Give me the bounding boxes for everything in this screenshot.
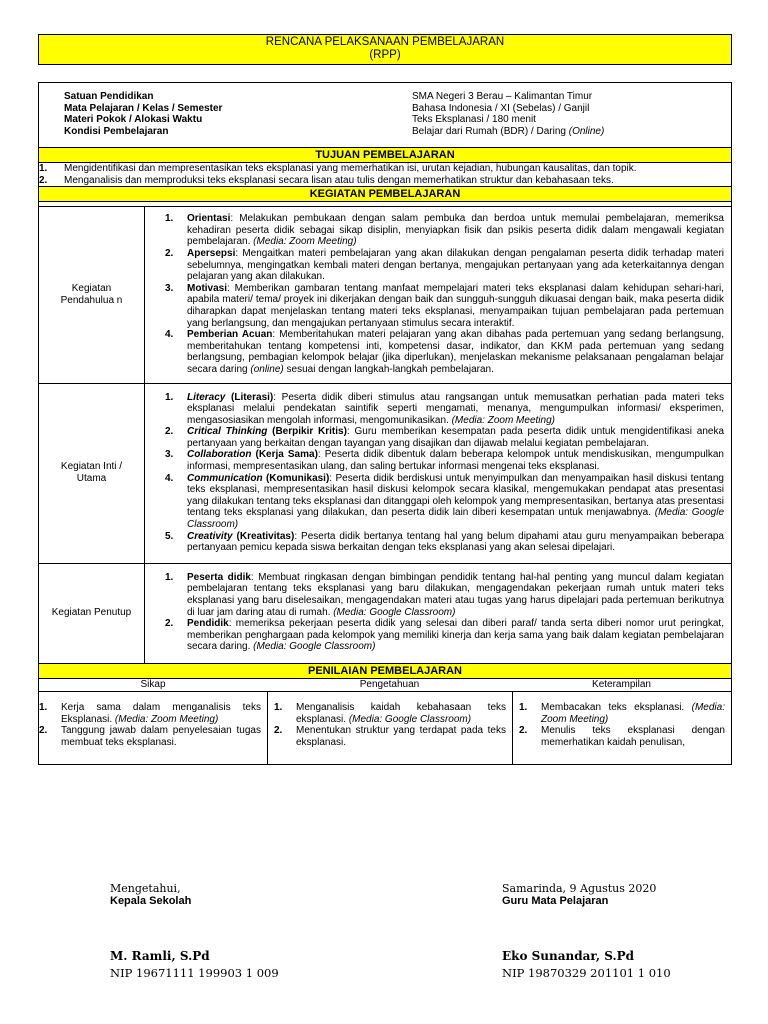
item-text: Menganalisis kaidah kebahasaan teks eksplanasi. (Media: Google Classroom) [296,701,506,725]
identity-value: SMA Negeri 3 Berau – Kalimantan Timur [412,91,593,102]
signature-left-name: M. Ramli, S.Pd [110,949,210,963]
rpp-table [38,82,732,765]
item-text: Tanggung jawab dalam penyelesaian tugas membuat teks eksplanasi. [61,725,261,748]
item-text: Menulis teks eksplanasi dengan memerhatikan kaidah penulisan, [541,725,725,748]
item-term: Pendidik [187,618,229,630]
item-term: Literacy (Literasi) [187,391,274,403]
list-item [39,163,731,175]
item-number: 2. [39,174,48,186]
list-item [268,702,506,725]
penilaian-column-headers [39,679,731,692]
item-text: Membacakan teks eksplanasi. (Media: Zoom Meeting) [541,701,725,725]
list-item [513,702,725,725]
document-title [38,34,732,65]
item-text: Menentukan struktur yang terdapat pada teks eksplanasi. [296,725,506,748]
item-term: Collaboration (Kerja Sama) [187,449,318,461]
item-text: Critical Thinking (Berpikir Kritis): Guru memberikan kesempatan pada peserta didik untuk mengidentifikasi aneka pertanyaan yang berkaitan dengan tayangan yang disajikan dan dijawab melalui kegiatan pembelajaran. [187,426,725,449]
item-media: (Media: Google Classroom) [253,641,376,653]
list-item [165,572,724,618]
pengetahuan-list [268,702,506,748]
item-online: (online) [250,363,284,375]
identity-section [39,83,731,147]
item-media: (Media: Zoom Meeting) [541,701,725,725]
item-media: (Media: Zoom Meeting) [451,414,555,426]
identity-values [412,91,731,141]
list-item [513,725,725,748]
item-text: Motivasi: Memberikan gambaran tentang manfaat mempelajari materi teks eksplanasi dalam kehidupan sehari-hari, apabila materi/ tema/ proyek ini dikerjakan dengan baik dan sungguh-sungguh dikuasai dengan baik, maka peserta didik diharapkan dapat menjelaskan tentang materi teks eksplanasi, menyampaikan tujuan pembelajaran pada pertemuan yang berlangsung, dan mengajukan pertanyaan stimulus secara interaktif. [187,282,724,329]
item-number: 1. [165,571,174,583]
item-number: 1. [519,701,528,713]
list-item [165,213,724,248]
identity-label: Kondisi Pembelajaran [64,125,169,137]
item-text: Apersepsi: Mengaitkan materi pembelajaran yang akan dilakukan dengan pengalaman peserta didik terhadap materi sebelumnya, mengingatkan kembali materi dengan bertanya, mengajukan pertanyaan yang ada keterkaitannya dengan pelajaran yang akan dilakukan. [187,247,724,283]
item-text: Communication (Komunikasi): Peserta didik berdiskusi untuk menyimpulkan dan menyampaikan hasil diskusi tentang teks eksplanasi, mempresentasikan hasil diskusi kelompok secara klasikal, mengemukakan pendapat atas presentasi yang dilakukan tentang teks eksplanasi dan ditanggapi oleh kelompok yang mempresentasikan, bertanya atas presentasi tentang teks eksplanasi yang dilakukan, dan peserta didik lain diberi kesempatan untuk menjawabnya. (Media: Google Classroom) [187,472,725,531]
tujuan-heading: TUJUAN PEMBELAJARAN [39,147,731,163]
item-term: Apersepsi [187,247,236,259]
item-text: Pemberian Acuan: Memberitahukan materi pelajaran yang akan dibahas pada pertemuan yang sedang berlangsung, memberitahukan tentang kompetensi inti, kompetensi dasar, indikator, dan KKM pada pertemuan yang sedang berlangsung, pembagian kelompok belajar (jika diperlukan), menjelaskan mekanisme pelaksanaan pengalaman belajar secara daring (online) sesuai dengan langkah-langkah pembelajaran. [187,329,724,375]
item-term-italic: Literacy [187,391,226,403]
item-term: Communication (Komunikasi) [187,472,330,484]
list-item [39,702,261,725]
item-term: Orientasi [187,213,231,225]
tujuan-list [39,163,731,186]
identity-labels [64,91,412,141]
item-number: 1. [165,213,174,225]
item-text: Menganalisis dan memproduksi teks eksplanasi secara lisan atau tulis dengan memerhatikan struktur dan kebahasaan teks. [64,174,614,186]
list-item [165,329,724,375]
kegiatan-penutup-label: Kegiatan Penutup [39,564,145,663]
list-item [165,449,724,472]
signature-right-line1: Samarinda, 9 Agustus 2020 [502,882,657,895]
list-item [39,175,731,187]
list-item [165,426,724,449]
list-item [165,531,724,554]
item-term: Peserta didik [187,571,251,583]
signature-left [110,882,279,980]
penilaian-keterampilan-cell [512,692,731,764]
item-media: (Media: Google Classroom) [333,606,456,618]
item-term-italic: Collaboration [187,449,252,461]
kegiatan-penutup-row [39,564,731,663]
column-header-sikap: Sikap [140,678,166,690]
column-header-keterampilan: Keterampilan [592,678,651,690]
item-number: 3. [165,282,174,294]
item-number: 2. [274,725,283,737]
item-media: (Media: Google Classroom) [187,507,725,531]
item-number: 2. [165,426,174,438]
kegiatan-inti-row [39,384,731,564]
item-text: Orientasi: Melakukan pembukaan dengan salam pembuka dan berdoa untuk memulai pembelajaran, memeriksa kehadiran peserta didik sebagai sikap disiplin, menyiapkan fisik dan psikis peserta didik dalam mengawali kegiatan pembelajaran. (Media: Zoom Meeting) [187,213,724,248]
penilaian-pengetahuan-cell [267,692,512,764]
signature-left-role: Kepala Sekolah [110,895,192,907]
list-item [165,392,724,427]
item-number: 1. [165,391,174,403]
item-text: Collaboration (Kerja Sama): Peserta didik dibentuk dalam beberapa kelompok untuk mendiskusikan, mengumpulkan informasi, mempresentasikan ulang, dan saling bertukar informasi mengenai teks eksplanasi. [187,449,724,473]
item-number: 1. [274,701,283,713]
list-item [39,725,261,748]
item-number: 5. [165,530,174,542]
item-term: Creativity (Kreativitas) [187,530,295,542]
kegiatan-table [39,207,731,663]
signature-left-nip: NIP 19671111 199903 1 009 [110,966,279,980]
item-number: 1. [39,163,48,174]
item-text: Literacy (Literasi): Peserta didik diberi stimulus atau rangsangan untuk memusatkan perhatian pada materi teks eksplanasi melalui pendekatan saintifik seperti mengamati, menanya, mengumpulkan informasi/ eksperimen, mengasosiasikan mengolah informasi, mengomunikasikan. (Media: Zoom Meeting) [187,391,725,426]
item-term: Pemberian Acuan [187,329,273,341]
title-line-2: (RPP) [369,49,401,61]
kegiatan-pendahuluan-label: Kegiatan Pendahulua n [39,207,145,382]
item-number: 2. [165,618,174,630]
item-number: 3. [165,449,174,461]
item-number: 1. [39,701,48,713]
item-number: 2. [519,725,528,737]
list-item [165,283,724,329]
item-media: (Media: Zoom Meeting) [114,713,219,725]
inti-list [165,392,724,554]
item-text: Kerja sama dalam menganalisis teks Eksplanasi. (Media: Zoom Meeting) [61,701,261,725]
identity-label: Satuan Pendidikan [64,91,154,102]
identity-value: Belajar dari Rumah (BDR) / Daring (Online) [412,125,605,137]
item-media: (Media: Zoom Meeting) [253,236,357,248]
item-number: 4. [165,472,174,484]
signature-right-name: Eko Sunandar, S.Pd [502,949,635,963]
item-term-italic: Critical Thinking [187,426,268,438]
item-media: (Media: Google Classroom) [348,713,472,725]
item-term-italic: Communication [187,472,263,484]
sikap-list [39,702,261,748]
penilaian-columns [39,692,731,764]
item-term: Motivasi [187,282,228,294]
list-item [165,473,724,531]
penilaian-heading: PENILAIAN PEMBELAJARAN [39,663,731,679]
list-item [165,248,724,283]
item-text: Peserta didik: Membuat ringkasan dengan bimbingan pendidik tentang hal-hal penting yang muncul dalam kegiatan pembelajaran tentang teks eksplanasi yang baru dilakukan, mengagendakan pekerjaan rumah untuk materi teks eksplanasi yang baru diselesaikan, mengagendakan materi atau tugas yang harus dipelajari pada pertemuan berikutnya di luar jam daring atau di rumah. (Media: Google Classroom) [187,571,724,618]
identity-label: Materi Pokok / Alokasi Waktu [64,114,203,126]
item-text: Creativity (Kreativitas): Peserta didik bertanya tentang hal yang belum dipahami atau guru menyampaikan beberapa pertanyaan pemicu kepada siswa berkaitan dengan teks eksplanasi yang akan selesai dipelajari. [187,530,724,554]
item-number: 2. [39,725,48,737]
penilaian-sikap-cell [39,692,267,764]
item-number: 4. [165,329,174,341]
signature-right-role: Guru Mata Pelajaran [502,895,609,907]
item-text: Pendidik: memeriksa pekerjaan peserta didik yang selesai dan diberi paraf/ tanda serta diberi nomor urut peringkat, memberikan penghargaan pada kelompok yang memiliki kinerja dan kerja sama yang baik dalam kegiatan pembelajaran secara daring. (Media: Google Classroom) [187,618,724,653]
identity-value: Teks Eksplanasi / 180 menit [412,114,536,126]
identity-label: Mata Pelajaran / Kelas / Semester [64,102,223,114]
item-number: 2. [165,247,174,259]
penutup-list [165,572,724,653]
item-term-italic: Creativity [187,530,233,542]
signature-right [502,882,671,980]
kegiatan-heading: KEGIATAN PEMBELAJARAN [39,186,731,202]
pendahuluan-list [165,213,724,375]
signature-left-line1: Mengetahui, [110,882,181,895]
kegiatan-inti-label: Kegiatan Inti / Utama [39,384,145,563]
identity-value: Bahasa Indonesia / XI (Sebelas) / Ganjil [412,102,590,114]
signature-right-nip: NIP 19870329 201101 1 010 [502,966,671,980]
list-item [268,725,506,748]
column-header-pengetahuan: Pengetahuan [359,678,420,690]
item-term: Critical Thinking (Berpikir Kritis) [187,426,347,438]
keterampilan-list [513,702,725,748]
item-text: Mengidentifikasi dan mempresentasikan teks eksplanasi yang memerhatikan isi, urutan kejadian, hubungan kausalitas, dan topik. [64,163,637,174]
title-line-1: RENCANA PELAKSANAAN PEMBELAJARAN [265,36,505,48]
kegiatan-pendahuluan-row [39,207,731,383]
list-item [165,618,724,653]
